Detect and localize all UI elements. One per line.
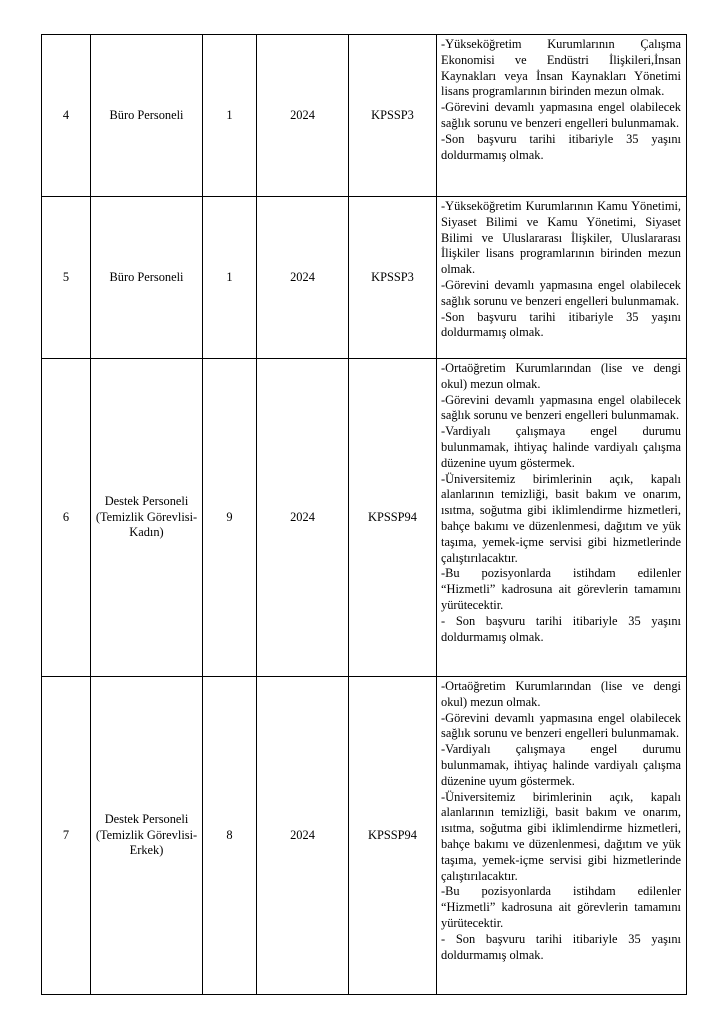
score-type: KPSSP94 xyxy=(349,359,437,677)
requirement-item: -Yükseköğretim Kurumlarının Çalışma Ekonomisi ve Endüstri İlişkileri,İnsan Kaynakları veya İnsan Kaynakları Yönetimi lisans programlarının birinden mezun olmak. xyxy=(441,37,681,99)
position-title: Destek Personeli (Temizlik Görevlisi- Kadın) xyxy=(91,359,203,677)
position-title: Büro Personeli xyxy=(91,35,203,197)
table-row xyxy=(42,359,687,677)
position-count: 9 xyxy=(203,359,257,677)
requirement-item: -Görevini devamlı yapmasına engel olabilecek sağlık sorunu ve benzeri engelleri bulunmamak. xyxy=(441,277,681,308)
requirements-cell xyxy=(437,359,687,677)
requirement-item: -Bu pozisyonlarda istihdam edilenler “Hizmetli” kadrosuna ait görevlerin tamamını yürütecektir. xyxy=(441,884,681,930)
position-number: 5 xyxy=(42,197,91,359)
requirement-item: -Yükseköğretim Kurumlarının Kamu Yönetimi, Siyaset Bilimi ve Kamu Yönetimi, Siyaset Bilimi ve Uluslararası İlişkiler, Uluslararası İlişkiler lisans programlarının birinden mezun olmak. xyxy=(441,199,681,277)
requirement-item: -Üniversitemiz birimlerinin açık, kapalı alanlarının temizliği, basit bakım ve onarım, ısıtma, soğutma gibi iklimlendirme hizmetleri, bahçe bakımı ve düzenlenmesi, dağıtım ve yük taşıma, yemek-içme servisi gibi hizmetlerinde çalıştırılacaktır. xyxy=(441,789,681,883)
position-number: 6 xyxy=(42,359,91,677)
requirement-item: -Vardiyalı çalışmaya engel durumu bulunmamak, ihtiyaç halinde vardiyalı çalışma düzenine uyum göstermek. xyxy=(441,424,681,470)
requirement-item: -Ortaöğretim Kurumlarından (lise ve dengi okul) mezun olmak. xyxy=(441,679,681,709)
position-title: Destek Personeli (Temizlik Görevlisi- Erkek) xyxy=(91,677,203,995)
position-count: 1 xyxy=(203,197,257,359)
position-count: 1 xyxy=(203,35,257,197)
requirement-item: -Son başvuru tarihi itibariyle 35 yaşını doldurmamış olmak. xyxy=(441,309,681,340)
exam-year: 2024 xyxy=(257,677,349,995)
requirement-item: -Görevini devamlı yapmasına engel olabilecek sağlık sorunu ve benzeri engelleri bulunmamak. xyxy=(441,710,681,741)
requirement-item: -Son başvuru tarihi itibariyle 35 yaşını doldurmamış olmak. xyxy=(441,131,681,162)
positions-table xyxy=(41,34,687,995)
requirements-cell xyxy=(437,677,687,995)
requirements-cell xyxy=(437,35,687,197)
requirement-item: -Üniversitemiz birimlerinin açık, kapalı alanlarının temizliği, basit bakım ve onarım, ısıtma, soğutma gibi iklimlendirme hizmetleri, bahçe bakımı ve düzenlenmesi, dağıtım ve yük taşıma, yemek-içme servisi gibi hizmetlerinde çalıştırılacaktır. xyxy=(441,471,681,565)
table-row xyxy=(42,677,687,995)
requirement-item: -Görevini devamlı yapmasına engel olabilecek sağlık sorunu ve benzeri engelleri bulunmamak. xyxy=(441,100,681,130)
table-row xyxy=(42,197,687,359)
requirement-item: -Ortaöğretim Kurumlarından (lise ve dengi okul) mezun olmak. xyxy=(441,361,681,391)
position-title: Büro Personeli xyxy=(91,197,203,359)
score-type: KPSSP3 xyxy=(349,197,437,359)
requirements-cell xyxy=(437,197,687,359)
position-count: 8 xyxy=(203,677,257,995)
position-number: 4 xyxy=(42,35,91,197)
requirement-item: -Görevini devamlı yapmasına engel olabilecek sağlık sorunu ve benzeri engelleri bulunmamak. xyxy=(441,392,681,423)
score-type: KPSSP94 xyxy=(349,677,437,995)
requirement-item: -Bu pozisyonlarda istihdam edilenler “Hizmetli” kadrosuna ait görevlerin tamamını yürütecektir. xyxy=(441,566,681,612)
requirement-item: -Vardiyalı çalışmaya engel durumu bulunmamak, ihtiyaç halinde vardiyalı çalışma düzenine uyum göstermek. xyxy=(441,742,681,788)
exam-year: 2024 xyxy=(257,197,349,359)
table-row xyxy=(42,35,687,197)
exam-year: 2024 xyxy=(257,359,349,677)
requirement-item: - Son başvuru tarihi itibariyle 35 yaşını doldurmamış olmak. xyxy=(441,613,681,644)
exam-year: 2024 xyxy=(257,35,349,197)
position-number: 7 xyxy=(42,677,91,995)
score-type: KPSSP3 xyxy=(349,35,437,197)
requirement-item: - Son başvuru tarihi itibariyle 35 yaşını doldurmamış olmak. xyxy=(441,931,681,962)
